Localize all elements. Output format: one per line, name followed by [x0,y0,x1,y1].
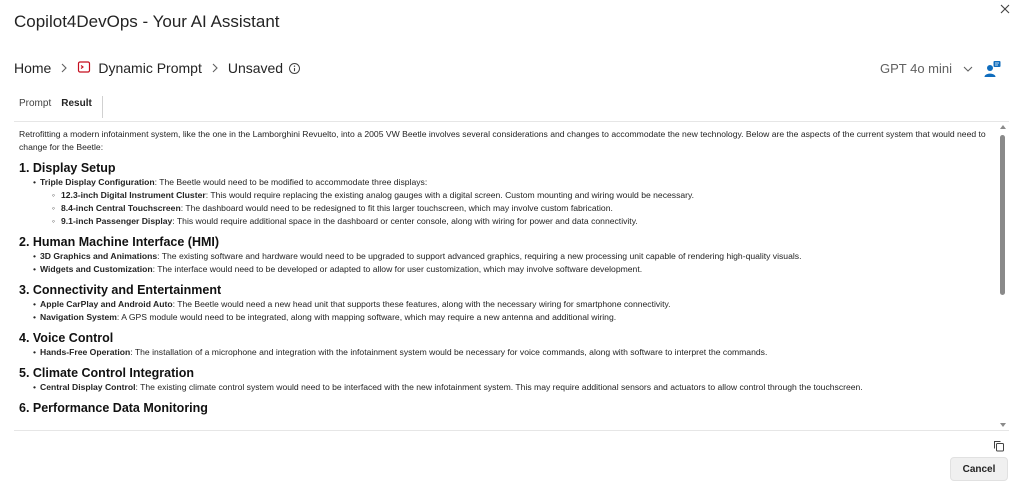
list-item-title: 8.4-inch Central Touchscreen [61,203,181,213]
list-item [19,263,989,276]
scroll-up-arrow-icon[interactable] [1000,125,1006,129]
list-item [19,189,989,202]
list-item-title: Widgets and Customization [40,264,153,274]
tab-result[interactable]: Result [61,98,92,109]
list-item-text: : The existing climate control system would need to be interfaced with the new infotainment system. This may require additional sensors and actuators to allow control through the touchscreen. [135,382,863,392]
section-heading: 3. Connectivity and Entertainment [19,283,222,297]
model-select-value: GPT 4o mini [879,61,952,76]
list-item [19,215,989,228]
tab-bar [14,95,97,115]
cancel-button[interactable]: Cancel [950,457,1008,481]
chevron-right-icon [56,60,72,76]
section-heading: 2. Human Machine Interface (HMI) [19,235,220,249]
breadcrumb-home[interactable]: Home [14,60,52,76]
list-item-text: : This would require additional space in the dashboard or center console, along with wiring for power and data connectivity. [172,216,638,226]
chevron-right-icon [207,60,223,76]
result-panel[interactable] [14,121,1009,431]
result-intro: Retrofitting a modern infotainment system, like the one in the Lamborghini Revuelto, into a 2005 VW Beetle involves several considerations and changes to accommodate the new technology. Below are the aspects of the current system that would need to change for the Beetle: [19,129,986,152]
section-heading: 5. Climate Control Integration [19,366,195,380]
list-item-text: : The installation of a microphone and integration with the infotainment system would be necessary for voice commands, along with software to interpret the commands. [130,347,768,357]
dynamic-prompt-icon [77,60,93,76]
list-item-title: Triple Display Configuration [40,177,155,187]
list-item-title: Navigation System [40,312,117,322]
list-item [19,346,989,359]
chevron-down-icon [962,63,974,75]
list-item-title: Hands-Free Operation [40,347,131,357]
list-item [19,298,989,311]
user-settings-icon[interactable] [983,60,1001,78]
list-item-text: : This would require replacing the existing analog gauges with a digital screen. Custom mounting and wiring would be necessary. [205,190,695,200]
list-item-title: Apple CarPlay and Android Auto [40,299,173,309]
breadcrumb [14,60,301,76]
result-content [19,128,989,416]
close-icon[interactable] [998,2,1012,16]
scroll-down-arrow-icon[interactable] [1000,423,1006,427]
copy-icon[interactable] [993,440,1005,452]
tab-divider [102,96,103,118]
list-item-title: 3D Graphics and Animations [40,251,158,261]
dialog-title: Copilot4DevOps - Your AI Assistant [14,12,280,31]
list-item [19,311,989,324]
breadcrumb-dynamic-prompt[interactable]: Dynamic Prompt [98,60,202,76]
section-heading: 1. Display Setup [19,161,116,175]
list-item-title: Central Display Control [40,382,136,392]
list-item-title: 9.1-inch Passenger Display [61,216,173,226]
section-heading: 6. Performance Data Monitoring [19,401,208,415]
list-item [19,202,989,215]
list-item-text: : The existing software and hardware would need to be upgraded to support advanced graphics, requiring a new processing unit capable of rendering high-quality visuals. [157,251,802,261]
list-item-title: 12.3-inch Digital Instrument Cluster [61,190,206,200]
list-item-text: : The dashboard would need to be redesigned to fit this larger touchscreen, which may involve custom fabrication. [180,203,613,213]
info-icon[interactable] [288,62,301,75]
list-item-text: : The Beetle would need to be modified to accommodate three displays: [154,177,428,187]
section-heading: 4. Voice Control [19,331,114,345]
list-item-text: : A GPS module would need to be integrated, along with mapping software, which may require a new antenna and additional wiring. [116,312,617,322]
result-scrollbar[interactable] [997,121,1009,431]
list-item [19,250,989,263]
list-item-text: : The Beetle would need a new head unit that supports these features, along with the necessary wiring for smartphone connectivity. [172,299,671,309]
model-select[interactable] [880,61,974,76]
list-item [19,176,989,189]
list-item-text: : The interface would need to be developed or adapted to allow for user customization, which may involve software development. [152,264,643,274]
scroll-thumb[interactable] [1000,135,1005,295]
tab-prompt[interactable]: Prompt [19,98,52,109]
breadcrumb-unsaved: Unsaved [227,60,284,76]
list-item [19,381,989,394]
